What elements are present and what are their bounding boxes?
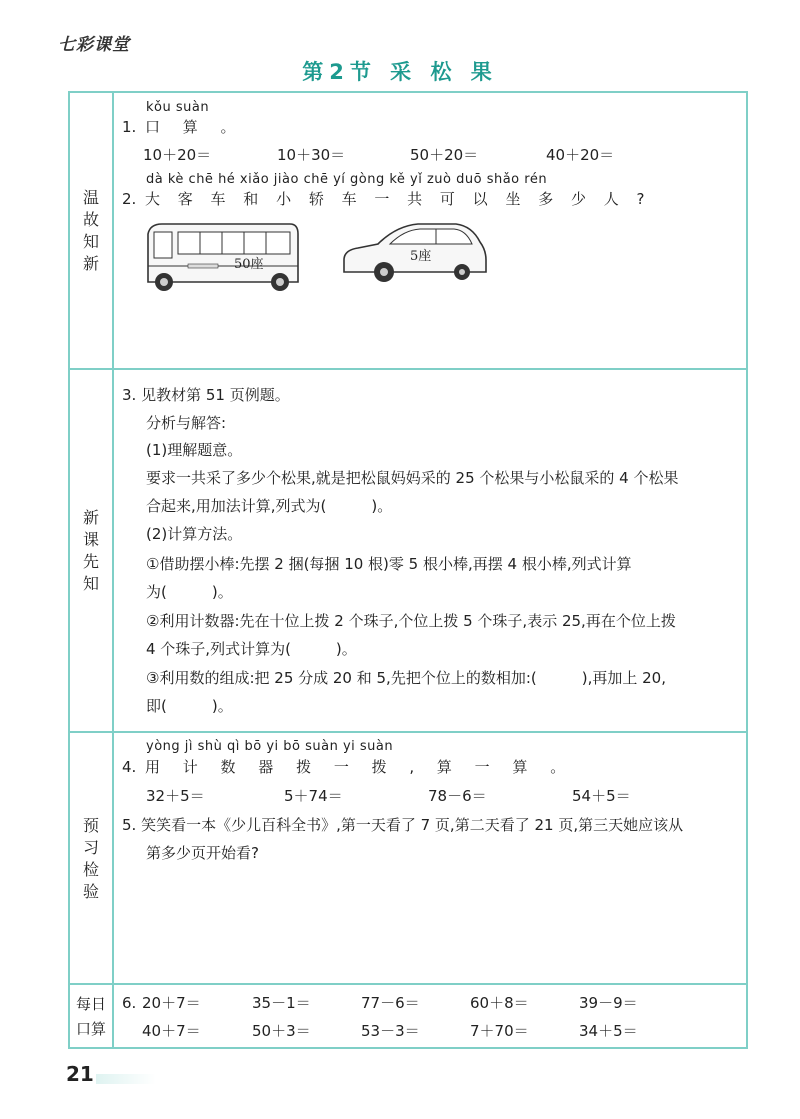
q6-row1-item-4: 60＋8＝ xyxy=(470,994,529,1012)
q6-row1-item-2: 35－1＝ xyxy=(252,994,311,1012)
q1-item-3: 50＋20＝ xyxy=(410,146,479,164)
q4-item-4: 54＋5＝ xyxy=(572,787,631,805)
q4-pinyin: yòng jì shù qì bō yi bō suàn yi suàn xyxy=(146,739,394,754)
q5-line-2: 第多少页开始看? xyxy=(146,844,259,862)
section-divider-3 xyxy=(68,983,748,985)
q1-item-1: 10＋20＝ xyxy=(143,146,212,164)
q3-line-2: 分析与解答: xyxy=(146,414,227,432)
q2-text: 大 客 车 和 小 轿 车 一 共 可 以 坐 多 少 人 ? xyxy=(145,190,651,208)
q3-line-1: 3. 见教材第 51 页例题。 xyxy=(122,386,290,404)
section-label-new: 新 课 先 知 xyxy=(82,508,99,593)
bus-seat-label: 50座 xyxy=(234,257,264,272)
q1-number: 1. xyxy=(122,118,137,136)
q3-line-3: (1)理解题意。 xyxy=(146,441,243,459)
q3-line-7: ①借助摆小棒:先摆 2 捆(每捆 10 根)零 5 根小棒,再摆 4 根小棒,列式计算 xyxy=(146,555,632,573)
footer-accent-bar xyxy=(96,1074,156,1084)
q3-line-5: 合起来,用加法计算,列式为( )。 xyxy=(146,497,393,515)
page-number: 21 xyxy=(66,1062,94,1086)
brand-logo: 七彩课堂 xyxy=(58,35,130,55)
q6-row1-item-5: 39－9＝ xyxy=(579,994,638,1012)
section-divider-2 xyxy=(68,731,748,733)
q6-row2-item-2: 50＋3＝ xyxy=(252,1022,311,1040)
q1-item-4: 40＋20＝ xyxy=(546,146,615,164)
q1-text: 口 算 。 xyxy=(145,118,245,136)
q3-line-9: ②利用计数器:先在十位上拨 2 个珠子,个位上拨 5 个珠子,表示 25,再在个位上拨 xyxy=(146,612,676,630)
section-label-review: 温 故 知 新 xyxy=(82,188,99,273)
q3-line-4: 要求一共采了多少个松果,就是把松鼠妈妈采的 25 个松果与小松鼠采的 4 个松果 xyxy=(146,469,679,487)
q3-line-6: (2)计算方法。 xyxy=(146,525,243,543)
section-label-daily: 每日 口算 xyxy=(75,995,106,1038)
q4-number: 4. xyxy=(122,758,137,776)
q3-line-11: ③利用数的组成:把 25 分成 20 和 5,先把个位上的数相加:( ),再加上 20, xyxy=(146,669,666,687)
q4-item-1: 32＋5＝ xyxy=(146,787,205,805)
section-label-preview: 预 习 检 验 xyxy=(82,816,99,901)
q3-line-12: 即( )。 xyxy=(146,697,233,715)
q3-line-8: 为( )。 xyxy=(146,583,233,601)
car-image xyxy=(338,216,490,290)
car-seat-label: 5座 xyxy=(410,249,432,264)
bus-image xyxy=(140,216,305,296)
q4-item-3: 78－6＝ xyxy=(428,787,487,805)
q3-line-10: 4 个珠子,列式计算为( )。 xyxy=(146,640,357,658)
q6-row2-item-5: 34＋5＝ xyxy=(579,1022,638,1040)
q6-row2-item-4: 7＋70＝ xyxy=(470,1022,529,1040)
q6-number: 6. xyxy=(122,994,137,1012)
q4-text: 用 计 数 器 拨 一 拨 , 算 一 算 。 xyxy=(145,758,575,776)
q6-row1-item-3: 77－6＝ xyxy=(361,994,420,1012)
q5-line-1: 5. 笑笑看一本《少儿百科全书》,第一天看了 7 页,第二天看了 21 页,第三天她应该从 xyxy=(122,816,684,834)
section-divider-1 xyxy=(68,368,748,370)
q2-number: 2. xyxy=(122,190,137,208)
q2-pinyin: dà kè chē hé xiǎo jiào chē yí gòng kě yǐ zuò duō shǎo rén xyxy=(146,172,548,187)
label-column-divider xyxy=(112,91,114,1049)
q4-item-2: 5＋74＝ xyxy=(284,787,343,805)
q1-pinyin: kǒu suàn xyxy=(146,100,210,115)
q6-row2-item-1: 40＋7＝ xyxy=(142,1022,201,1040)
page-title: 第2节 采 松 果 xyxy=(302,60,498,84)
q1-item-2: 10＋30＝ xyxy=(277,146,346,164)
q6-row1-item-1: 20＋7＝ xyxy=(142,994,201,1012)
q6-row2-item-3: 53－3＝ xyxy=(361,1022,420,1040)
